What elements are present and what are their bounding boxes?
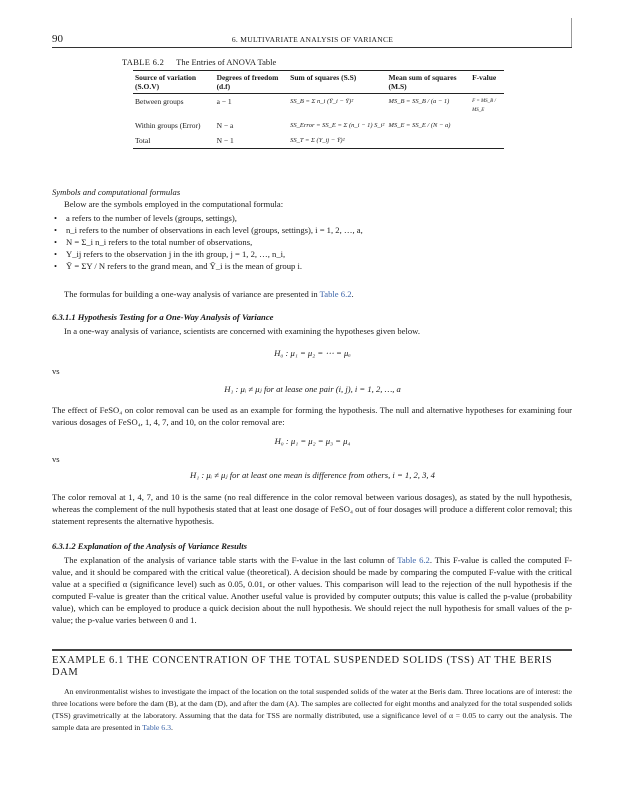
table-link[interactable]: Table 6.2	[319, 289, 352, 299]
list-item: • Y_ij refers to the observation j in the ith group, j = 1, 2, …, n_i,	[54, 249, 286, 259]
table-header-row	[133, 71, 504, 94]
table-row	[133, 133, 504, 149]
list-item-text: Y_ij refers to the observation j in the ith group, j = 1, 2, …, n_i,	[66, 249, 286, 259]
column-header: F-value	[470, 71, 504, 94]
null-hypothesis: H₀ : μ₁ = μ₂ = ⋯ = μₐ	[274, 348, 351, 358]
table-cell: MS_E = SS_E / (N − a)	[388, 122, 451, 129]
table-link[interactable]: Table 6.3	[142, 723, 172, 732]
table-cell: SS_Error = SS_E = Σ (n_i − 1) S_i²	[290, 122, 385, 129]
table-link[interactable]: Table 6.2	[397, 555, 430, 565]
effect-paragraph: The effect of FeSO₄ on color removal can be used as an example for forming the hypothesis. The null and alternative hypotheses for examining four various dosages of FeSO₄, 1, 4, 7, and 10, on the color removal are:	[52, 405, 572, 427]
symbols-intro: Below are the symbols employed in the computational formula:	[64, 199, 284, 209]
section-heading: 6.3.1.1 Hypothesis Testing for a One-Way Analysis of Variance	[52, 312, 274, 322]
column-header: Source of variation (S.O.V)	[133, 71, 215, 94]
table-row	[133, 94, 504, 119]
header-rule	[52, 47, 572, 48]
running-head: 6. MULTIVARIATE ANALYSIS OF VARIANCE	[231, 35, 394, 44]
column-header: Degrees of freedom (d.f)	[215, 71, 289, 94]
results-text: The explanation of the analysis of variance table starts with the F-value in the last column of	[64, 555, 398, 565]
table-title: The Entries of ANOVA Table	[176, 57, 277, 67]
alternative-hypothesis: H₁ : μᵢ ≠ μⱼ for at lease one pair (i, j), i = 1, 2, …, a	[224, 384, 401, 394]
table-cell: SS_T = Σ (Y_ij − Ȳ)²	[288, 133, 386, 149]
list-item-text: a refers to the number of levels (groups, settings),	[66, 213, 237, 223]
example-paragraph: An environmentalist wishes to investigate the impact of the location on the total suspended solids of the water at the Beris dam. Three locations are of interest: the three locations were before the dam (B), at the dam (D), and after the dam (A). The samples are collected for eight months and analyzed for the total suspended solids (TSS) gravimetrically at the laboratory. Assuming that the data for TSS are normally distributed, use a significance level of α = 0.05 to carry out the analysis. The sample data are presented in Table 6.3.	[52, 687, 572, 732]
table-cell	[387, 133, 471, 149]
list-item: • N = Σ_i n_i refers to the total number of observations,	[54, 237, 253, 247]
closing-text: The formulas for building a one-way analysis of variance are presented in	[64, 289, 320, 299]
list-item: • n_i refers to the number of observations in each level (groups, settings), i = 1, 2, …, a,	[54, 225, 363, 235]
null-hypothesis: H₀ : μ₁ = μ₂ = μ₃ = μ₄	[274, 436, 351, 446]
column-header: Sum of squares (S.S)	[288, 71, 386, 94]
column-header: Mean sum of squares (M.S)	[387, 71, 471, 94]
vs-label: vs	[52, 366, 60, 376]
section-intro: In a one-way analysis of variance, scientists are concerned with examining the hypotheses given below.	[64, 326, 420, 336]
list-item: • Ȳ = ΣY / N refers to the grand mean, and Ȳ_i is the mean of group i.	[54, 261, 303, 271]
crop-mark	[571, 18, 572, 48]
table-row	[133, 118, 504, 133]
list-item-text: n_i refers to the number of observations in each level (groups, settings), i = 1, 2, …, a,	[66, 225, 363, 235]
anova-table	[133, 70, 504, 149]
table-cell: Between groups	[135, 97, 184, 106]
table-caption	[122, 57, 276, 67]
results-paragraph	[52, 554, 572, 626]
table-cell: Within groups (Error)	[135, 121, 201, 130]
table-cell: F = MS_B / MS_E	[472, 99, 496, 113]
alternative-hypothesis: H₁ : μᵢ ≠ μⱼ for at least one mean is difference from others, i = 1, 2, 3, 4	[190, 470, 435, 480]
vs-label: vs	[52, 454, 60, 464]
table-cell: a − 1	[216, 97, 232, 106]
list-item: • a refers to the number of levels (groups, settings),	[54, 213, 237, 223]
table-cell: Total	[133, 133, 215, 149]
table-label: TABLE 6.2	[122, 57, 165, 67]
table-cell: N − 1	[215, 133, 289, 149]
list-item-text: Ȳ = ΣY / N refers to the grand mean, and Ȳ_i is the mean of group i.	[66, 261, 303, 271]
table-cell	[470, 118, 504, 133]
table-cell: N − a	[216, 121, 234, 130]
results-text: . This F-value is called the computed F-value, and it should be compared with the critical value (theoretical). A decision should be made by comparing the computed F-value with the critical value at a specified α (significance level) such as 0.05, 0.01, or other values. This comparison will lead to the rejection of the null hypothesis if the computed F-value is greater than the critical value. Another useful value is provided by computer outputs; this value is called the p-value (probability value), which can be employed to produce a quick decision about the null hypothesis. We should reject the null hypothesis for small values of the p-value; the p-value varies between 0 and 1.	[52, 555, 573, 625]
table-cell: SS_B = Σ n_i (Ȳ_i − Ȳ)²	[290, 98, 354, 105]
symbols-heading: Symbols and computational formulas	[52, 187, 181, 197]
example-rule	[52, 649, 572, 651]
list-item-text: N = Σ_i n_i refers to the total number of observations,	[66, 237, 253, 247]
example-heading: EXAMPLE 6.1 THE CONCENTRATION OF THE TOTAL SUSPENDED SOLIDS (TSS) AT THE BERIS DAM	[52, 655, 553, 678]
symbols-list	[52, 212, 572, 272]
table-cell: MS_B = SS_B / (a − 1)	[388, 98, 450, 105]
example-text: An environmentalist wishes to investigate the impact of the location on the total suspended solids of the water at the Beris dam. Three locations are of interest: the three locations were before the dam (B), at the dam (D), and after the dam (A). The samples are collected for eight months and analyzed for the total suspended solids (TSS) gravimetrically at the laboratory. Assuming that the data for TSS are normally distributed, use a significance level of α = 0.05 to carry out the analysis. The sample data are presented in	[52, 687, 572, 732]
section-heading: 6.3.1.2 Explanation of the Analysis of Variance Results	[52, 541, 247, 551]
explain-paragraph: The color removal at 1, 4, 7, and 10 is the same (no real difference in the color removal between various dosages), as stated by the null hypothesis, whereas the complement of the null hypothesis stated that at least one dosage of FeSO₄ out of four dosages will produce a different color removal; this statement represents the alternative hypothesis.	[52, 492, 572, 526]
page-number: 90	[52, 33, 63, 45]
symbols-closing: The formulas for building a one-way analysis of variance are presented in Table 6.2.	[64, 289, 354, 299]
table-cell	[470, 133, 504, 149]
